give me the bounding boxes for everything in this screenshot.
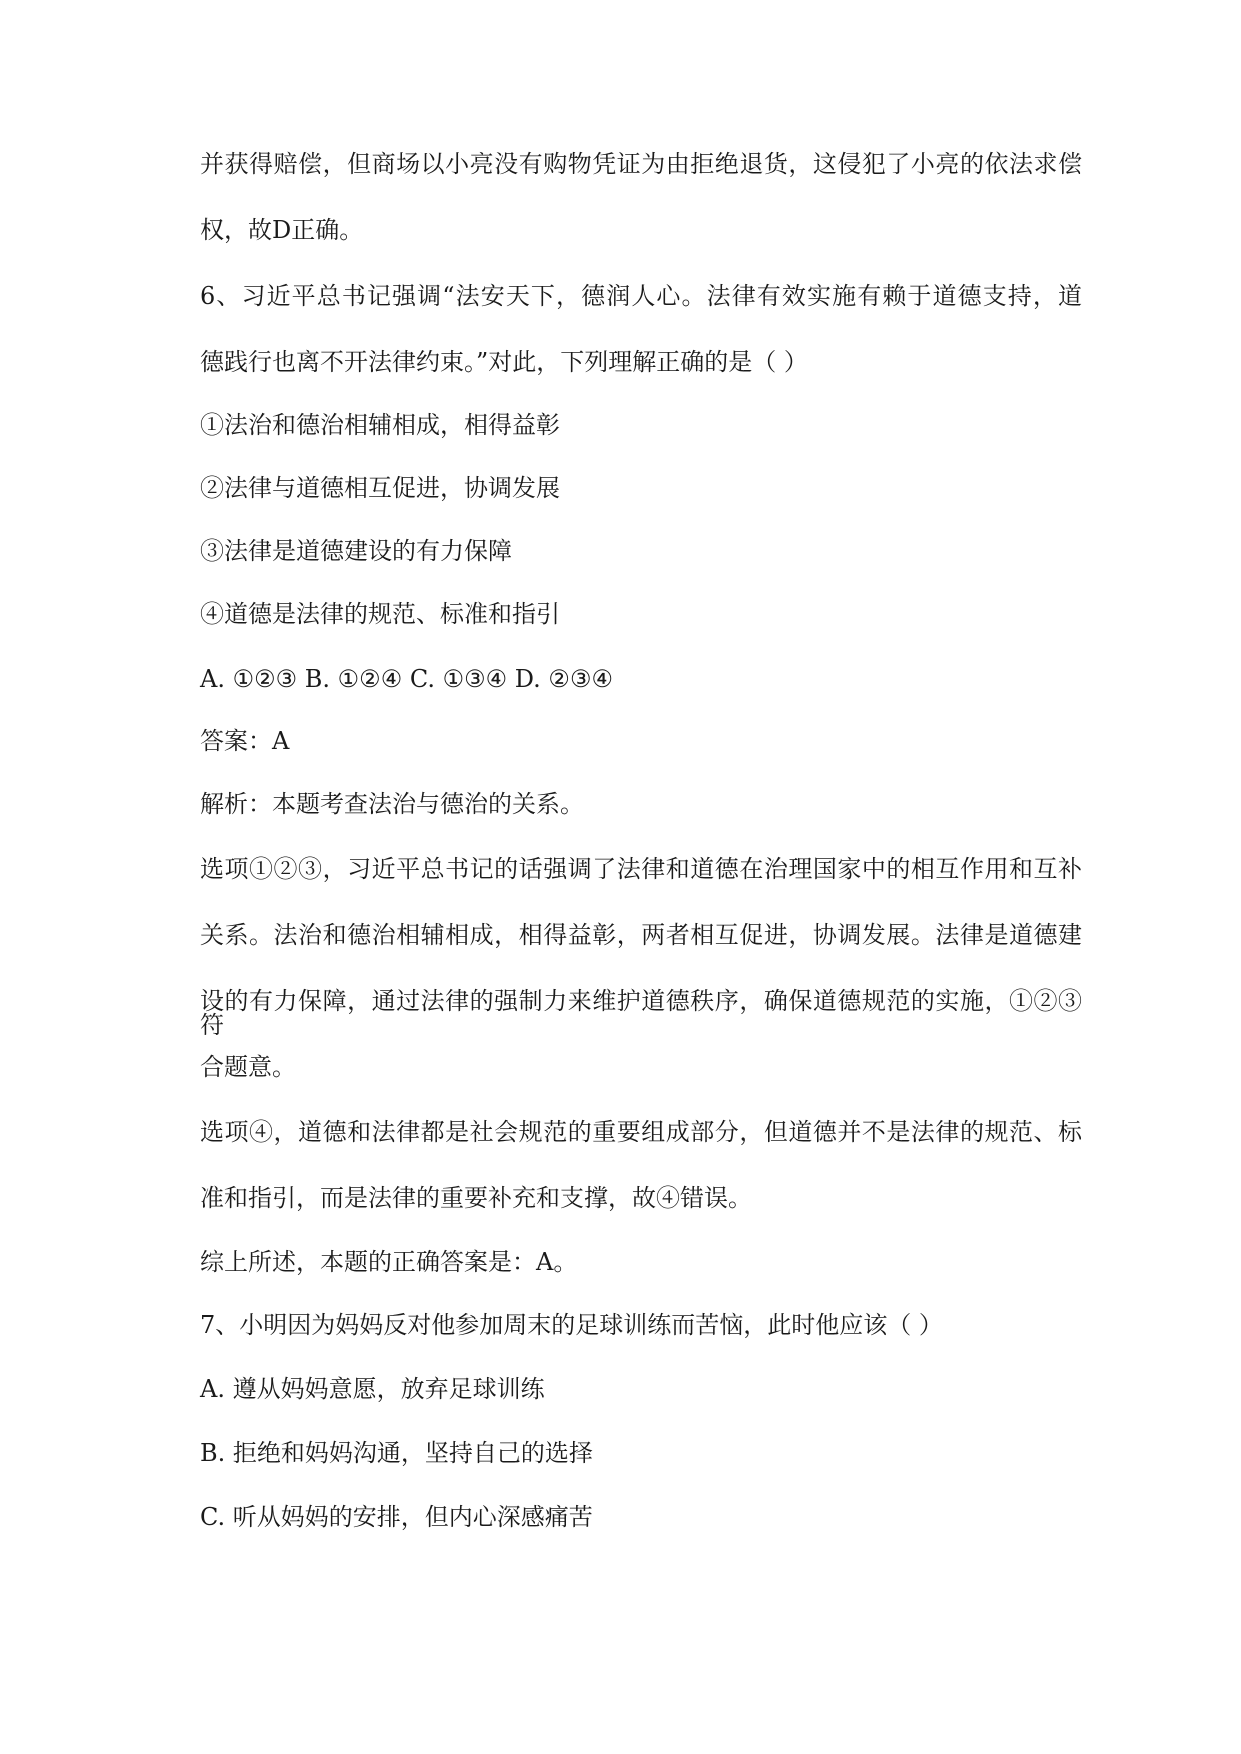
analysis-intro: 解析：本题考查法治与德治的关系。	[200, 790, 584, 818]
conclusion: 综上所述，本题的正确答案是：A。	[200, 1248, 578, 1276]
statement-4: ④道德是法律的规范、标准和指引	[200, 600, 560, 628]
option-a: A. 遵从妈妈意愿，放弃足球训练	[200, 1375, 545, 1403]
question-6-stem: 6、习近平总书记强调“法安天下，德润人心。法律有效实施有赖于道德支持，道	[200, 282, 1082, 310]
analysis-line: 选项①②③，习近平总书记的话强调了法律和道德在治理国家中的相互作用和互补	[200, 855, 1082, 883]
analysis-line: 关系。法治和德治相辅相成，相得益彰，两者相互促进，协调发展。法律是道德建	[200, 921, 1082, 949]
statement-3: ③法律是道德建设的有力保障	[200, 537, 512, 565]
analysis-line: 设的有力保障，通过法律的强制力来维护道德秩序，确保道德规范的实施，①②③符	[200, 987, 1082, 1039]
option-c: C. 听从妈妈的安排，但内心深感痛苦	[200, 1503, 593, 1531]
analysis-line: 选项④，道德和法律都是社会规范的重要组成部分，但道德并不是法律的规范、标	[200, 1118, 1082, 1146]
question-6-options: A. ①②③ B. ①②④ C. ①③④ D. ②③④	[200, 665, 613, 693]
question-7-stem: 7、小明因为妈妈反对他参加周末的足球训练而苦恼，此时他应该（ ）	[200, 1311, 943, 1339]
statement-2: ②法律与道德相互促进，协调发展	[200, 474, 560, 502]
text-line: 并获得赔偿，但商场以小亮没有购物凭证为由拒绝退货，这侵犯了小亮的依法求偿	[200, 150, 1082, 178]
text-line: 权，故D正确。	[200, 216, 364, 244]
analysis-line: 合题意。	[200, 1053, 296, 1081]
question-6-stem-cont: 德践行也离不开法律约束。”对此，下列理解正确的是（ ）	[200, 348, 808, 376]
analysis-line: 准和指引，而是法律的重要补充和支撑，故④错误。	[200, 1184, 752, 1212]
answer: 答案：A	[200, 727, 290, 755]
statement-1: ①法治和德治相辅相成，相得益彰	[200, 411, 560, 439]
option-b: B. 拒绝和妈妈沟通，坚持自己的选择	[200, 1439, 593, 1467]
